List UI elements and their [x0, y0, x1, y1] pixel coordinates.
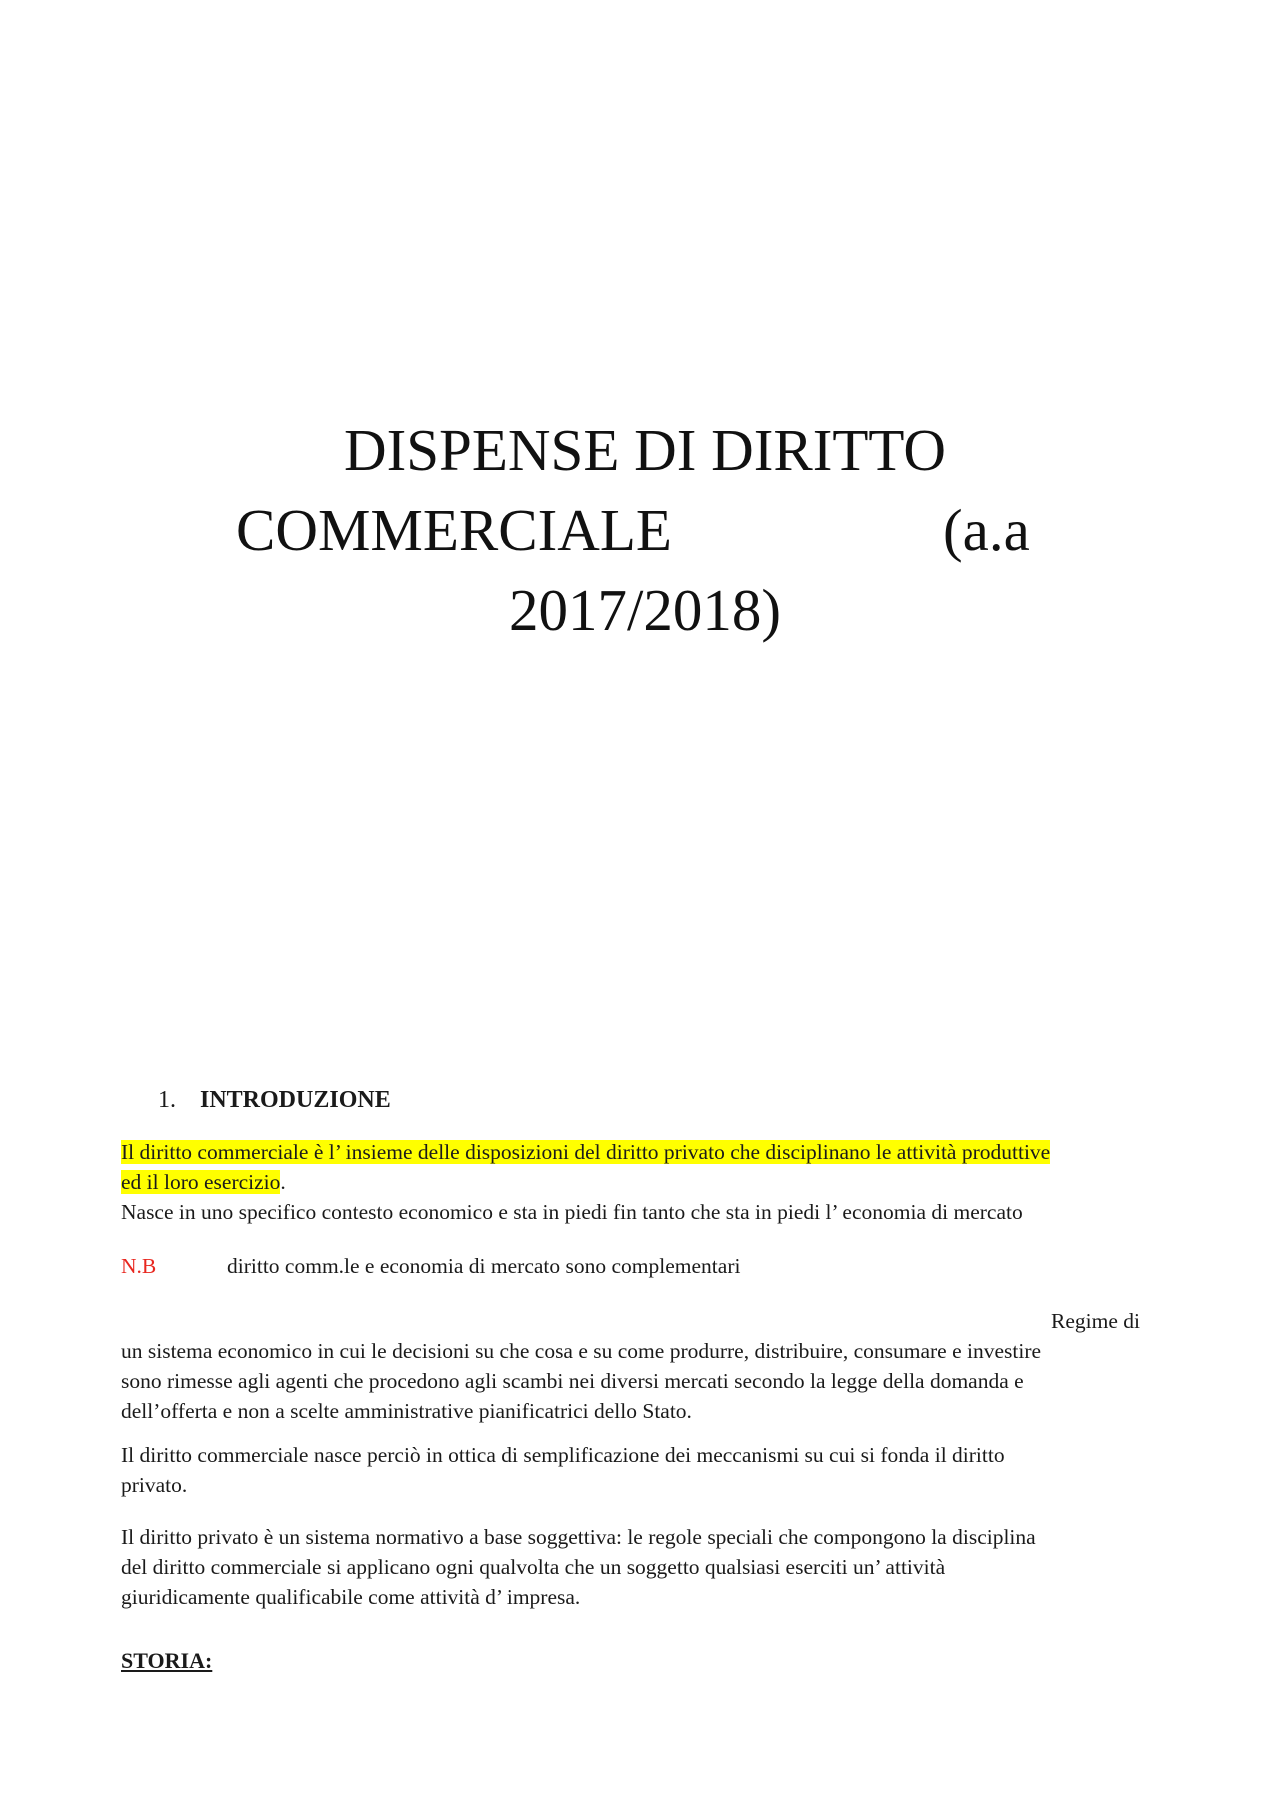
regime-paragraph [121, 1336, 1141, 1426]
semplificazione-paragraph [121, 1440, 1141, 1500]
definition-period: . [280, 1170, 286, 1194]
semplificazione-line1: Il diritto commerciale nasce perciò in ottica di semplificazione dei meccanismi su cui si fonda il diritto [121, 1443, 1005, 1467]
nb-text: diritto comm.le e economia di mercato sono complementari [227, 1254, 741, 1278]
storia-heading: STORIA: [121, 1648, 213, 1673]
nb-label: N.B [121, 1254, 157, 1278]
highlighted-definition-line1: Il diritto commerciale è l’ insieme delle disposizioni del diritto privato che disciplinano le attività produttive [121, 1140, 1051, 1164]
semplificazione-line2: privato. [121, 1473, 188, 1497]
definition-paragraph [121, 1137, 1141, 1227]
document-title-line3: 2017/2018) [508, 577, 782, 643]
regime-line1: un sistema economico in cui le decisioni su che cosa e su come produrre, distribuire, consumare e investire [121, 1339, 1042, 1363]
nasce-paragraph: Nasce in uno specifico contesto economico e sta in piedi fin tanto che sta in piedi l’ economia di mercato [121, 1200, 1023, 1224]
section-number: 1. [158, 1087, 176, 1113]
regime-label: Regime di [1051, 1309, 1140, 1333]
privato-line1: Il diritto privato è un sistema normativo a base soggettiva: le regole speciali che compongono la disciplina [121, 1525, 1036, 1549]
highlighted-definition-line2: ed il loro esercizio [121, 1170, 281, 1194]
diritto-privato-paragraph [121, 1522, 1141, 1612]
privato-line3: giuridicamente qualificabile come attività d’ impresa. [121, 1585, 581, 1609]
regime-line3: dell’offerta e non a scelte amministrative pianificatrici dello Stato. [121, 1399, 692, 1423]
regime-line2: sono rimesse agli agenti che procedono agli scambi nei diversi mercati secondo la legge della domanda e [121, 1369, 1024, 1393]
document-title-line1: DISPENSE DI DIRITTO [343, 417, 946, 483]
nb-note [121, 1251, 740, 1281]
document-title-line2-right: (a.a [943, 497, 1030, 563]
document-title-line2-left: COMMERCIALE [236, 497, 672, 563]
section-heading-introduzione [158, 1085, 391, 1115]
privato-line2: del diritto commerciale si applicano ogni qualvolta che un soggetto qualsiasi eserciti un’ attività [121, 1555, 946, 1579]
section-title: INTRODUZIONE [200, 1087, 391, 1113]
